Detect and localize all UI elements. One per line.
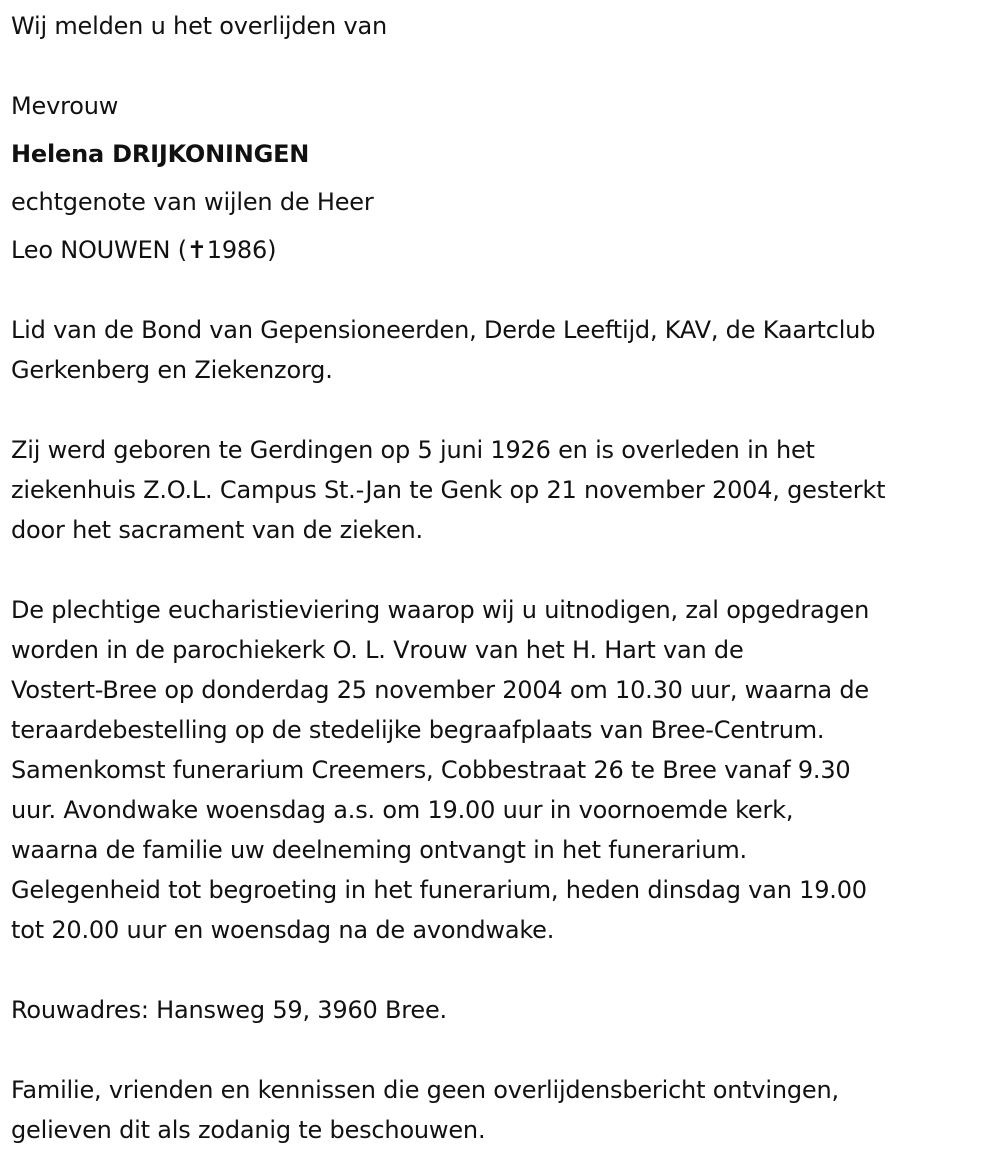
paragraph-line: Gerkenberg en Ziekenzorg. — [11, 356, 333, 384]
paragraph-line: Samenkomst funerarium Creemers, Cobbestraat 26 te Bree vanaf 9.30 — [11, 756, 851, 784]
intro-line: Wij melden u het overlijden van — [11, 12, 387, 40]
paragraph-line: gelieven dit als zodanig te beschouwen. — [11, 1116, 486, 1144]
paragraph-line: tot 20.00 uur en woensdag na de avondwake. — [11, 916, 555, 944]
paragraph-line: Gelegenheid tot begroeting in het funerarium, heden dinsdag van 19.00 — [11, 876, 867, 904]
paragraph-line: De plechtige eucharistieviering waarop wij u uitnodigen, zal opgedragen — [11, 596, 870, 624]
paragraph-line: door het sacrament van de zieken. — [11, 516, 423, 544]
mourning-address: Rouwadres: Hansweg 59, 3960 Bree. — [11, 996, 447, 1024]
honorific: Mevrouw — [11, 92, 119, 120]
ceremony-paragraph — [11, 590, 986, 950]
paragraph-line: waarna de familie uw deelneming ontvangt in het funerarium. — [11, 836, 747, 864]
deceased-name: Helena DRIJKONINGEN — [11, 140, 310, 168]
paragraph-line: uur. Avondwake woensdag a.s. om 19.00 uur in voornoemde kerk, — [11, 796, 794, 824]
paragraph-line: Vostert-Bree op donderdag 25 november 2004 om 10.30 uur, waarna de — [11, 676, 869, 704]
paragraph-line: Zij werd geboren te Gerdingen op 5 juni 1926 en is overleden in het — [11, 436, 815, 464]
paragraph-line: teraardebestelling op de stedelijke begraafplaats van Bree-Centrum. — [11, 716, 825, 744]
death-notice — [11, 0, 986, 1150]
paragraph-line: Familie, vrienden en kennissen die geen overlijdensbericht ontvingen, — [11, 1076, 839, 1104]
birth-death-paragraph — [11, 430, 986, 550]
spouse-name: Leo NOUWEN (✝1986) — [11, 236, 277, 264]
closing-paragraph — [11, 1070, 986, 1150]
membership-paragraph — [11, 310, 986, 390]
paragraph-line: ziekenhuis Z.O.L. Campus St.-Jan te Genk op 21 november 2004, gesterkt — [11, 476, 886, 504]
paragraph-line: Lid van de Bond van Gepensioneerden, Derde Leeftijd, KAV, de Kaartclub — [11, 316, 876, 344]
spouse-relation: echtgenote van wijlen de Heer — [11, 188, 374, 216]
paragraph-line: worden in de parochiekerk O. L. Vrouw van het H. Hart van de — [11, 636, 744, 664]
